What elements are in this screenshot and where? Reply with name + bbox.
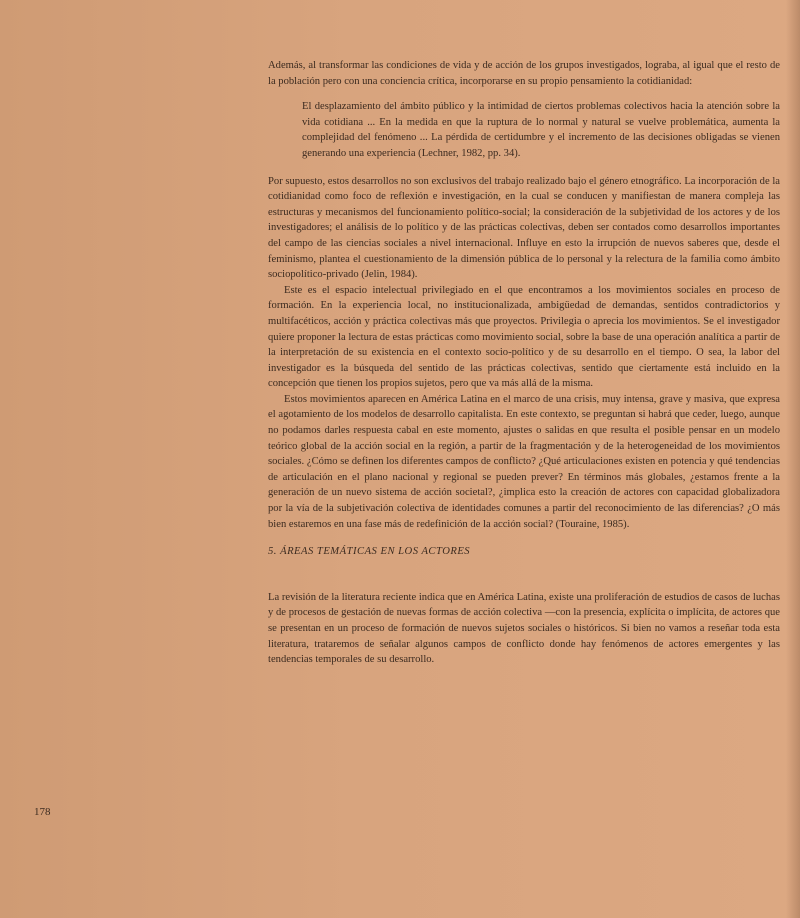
- paragraph-4: Estos movimientos aparecen en América Latina en el marco de una crisis, muy intensa, grave y masiva, que expresa el agotamiento de los modelos de desarrollo capitalista. En este contexto, se preguntan si habrá que ceder, luego, aunque no podamos darles respuesta cabal en este momento, ajustes o salidas en que resulta el posible pensar en un modelo teórico global de la acción social en la región, a partir de la fragmentación y de la heterogeneidad de los movimientos sociales. ¿Cómo se definen los diferentes campos de conflicto? ¿Qué articulaciones existen en potencia y qué tendencias de articulación en el plano nacional y regional se pueden prever? En términos más globales, ¿estamos frente a la generación de un nuevo sistema de acción societal?, ¿implica esto la creación de actores con capacidad globalizadora por la vía de la subjetivación colectiva de identidades comunes a partir del reconocimiento de las diferencias? ¿O más bien estaremos en una fase más de redefinición de la acción social? (Touraine, 1985).: [268, 393, 780, 530]
- body-text: [268, 58, 780, 668]
- paragraph-3: Este es el espacio intelectual privilegiado en el que encontramos a los movimientos sociales en proceso de formación. En la experiencia local, no institucionalizada, ambigüedad de demandas, sentidos contradictorios y multifacéticos, acción y práctica colectivas más que proyectos. Privilegia o aprecia los movimientos. Se el investigador quiere proponer la lectura de estas prácticas como movimiento social, sobre la base de una operación analítica a partir de la interpretación de su existencia en el contexto socio-político y de su desarrollo en el tiempo. O sea, la labor del investigador es la búsqueda del sentido de las prácticas colectivas, sentido que ciertamente está incluido en la concepción que tienen los propios sujetos, pero que va más allá de la misma.: [268, 284, 780, 390]
- section-heading: 5. ÁREAS TEMÁTICAS EN LOS ACTORES: [268, 546, 471, 558]
- page-number: 178: [34, 806, 51, 818]
- block-quote: El desplazamiento del ámbito público y la intimidad de ciertos problemas colectivos hacia la atención sobre la vida cotidiana ... En la medida en que la ruptura de lo normal y natural se vuelve problemática, aumenta la complejidad del fenómeno ... La pérdida de certidumbre y el incremento de las decisiones obligadas se vienen generando una experiencia (Lechner, 1982, pp. 34).: [302, 101, 780, 159]
- paragraph-1: Además, al transformar las condiciones de vida y de acción de los grupos investigados, lograba, al igual que el resto de la población pero con una conciencia crítica, incorporarse en su propio pensamiento la cotidianidad:: [268, 60, 780, 87]
- page-edge-shadow: [786, 0, 800, 918]
- paragraph-5: La revisión de la literatura reciente indica que en América Latina, existe una proliferación de estudios de casos de luchas y de procesos de gestación de nuevas formas de acción colectiva —con la presencia, explícita o implícita, de actores que se presentan en un proceso de formación de nuevos sujetos sociales o históricos. Si bien no vamos a reseñar toda esta literatura, trataremos de señalar algunos campos de conflicto donde hay fenómenos de actores emergentes y las tendencias temporales de su desarrollo.: [268, 591, 780, 666]
- paragraph-2: Por supuesto, estos desarrollos no son exclusivos del trabajo realizado bajo el género etnográfico. La incorporación de la cotidianidad como foco de reflexión e investigación, en la cual se conducen y manifiestan de manera compleja las estructuras y mecanismos del funcionamiento político-social; la consideración de la subjetividad de los actores y de los investigadores; el análisis de lo político y de las prácticas colectivas, deben ser contados como desarrollos importantes del campo de las ciencias sociales a nivel internacional. Influye en esto la irrupción de nuevos saberes que, desde el feminismo, plantea el cuestionamiento de la dimensión pública de lo personal y la relectura de la familia como ámbito sociopolítico-privado (Jelin, 1984).: [268, 175, 780, 281]
